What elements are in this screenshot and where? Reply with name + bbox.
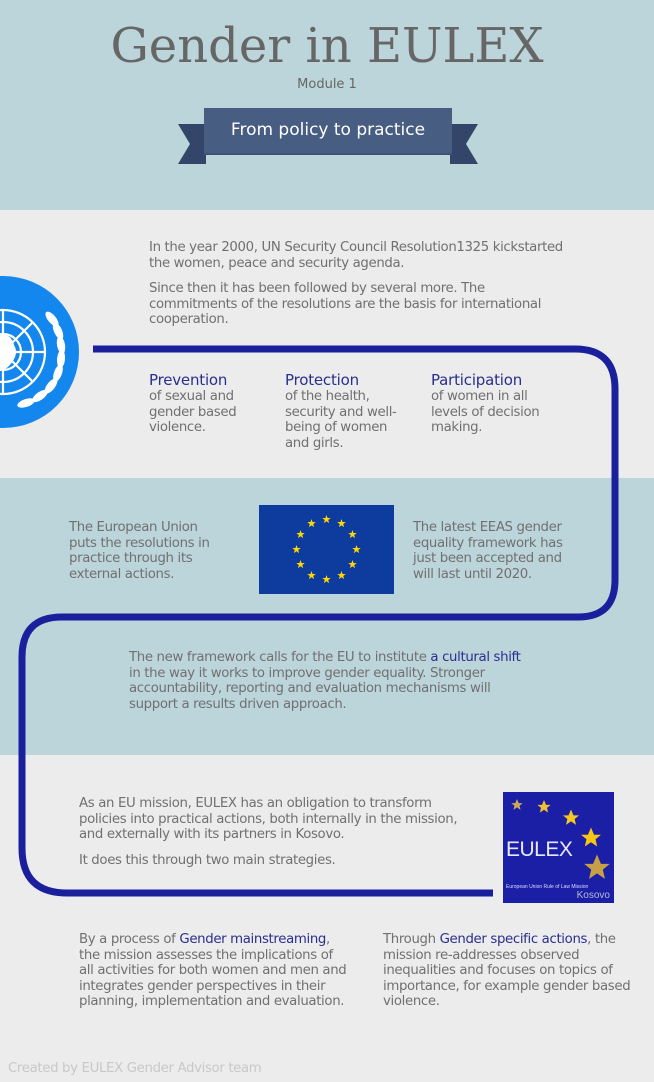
eulex-paragraph: As an EU mission, EULEX has an obligation to transform policies into practical actions, both internally in the mission, and externally with its partners in Kosovo. [79,796,458,842]
strategy-mainstreaming [79,932,351,1010]
pillar-text: of the health, security and well-being of women and girls. [285,389,397,451]
strategy-specific-actions [383,932,633,1010]
eulex-paragraph: It does this through two main strategies. [79,852,336,868]
eulex-logo-name: EULEX [506,838,573,861]
pillar-protection [285,372,403,451]
strategy-highlight: Gender specific actions [439,932,588,947]
strategy-before: By a process of [79,932,180,947]
framework-highlight: a cultural shift [430,650,521,665]
framework-text [129,650,529,712]
ribbon-tail-left [178,124,206,164]
page-title: Gender in EULEX [110,18,544,74]
pillar-text: of sexual and gender based violence. [149,389,237,435]
un-paragraph: Since then it has been followed by several more. The commitments of the resolutions are the basis for international cooperation. [149,281,542,327]
eu-flag-icon [259,505,394,594]
eu-left-text: The European Union puts the resolutions in practice through its external actions. [69,520,210,582]
ribbon-tail-right [450,124,478,164]
eulex-logo [503,792,614,903]
un-paragraph: In the year 2000, UN Security Council Resolution1325 kickstarted the women, peace and security agenda. [149,240,563,271]
pillar-participation [431,372,549,436]
framework-text-before: The new framework calls for the EU to institute [129,650,431,665]
eulex-intro [79,796,469,868]
strategy-after: , the mission re-addresses observed inequalities and focuses on topics of importance, for example gender based violence. [383,932,631,1009]
eu-right-text: The latest EEAS gender equality framework has just been accepted and will last until 2020. [413,520,563,582]
eulex-logo-tagline: European Union Rule of Law Mission [506,884,589,890]
un-emblem-icon [0,275,80,430]
ribbon-label: From policy to practice [230,120,426,140]
pillar-prevention [149,372,257,436]
footer-credit: Created by EULEX Gender Advisor team [8,1061,262,1076]
pillar-title: Participation [431,371,523,389]
eulex-logo-place: Kosovo [576,890,610,901]
strategy-before: Through [383,932,440,947]
framework-text-after: in the way it works to improve gender equality. Stronger accountability, reporting and evaluation mechanisms will support a results driven approach. [129,665,491,712]
pillar-title: Prevention [149,371,228,389]
strategy-after: , the mission assesses the implications of all activities for both women and men and integrates gender perspectives in their planning, implementation and evaluation. [79,932,347,1009]
page-subtitle: Module 1 [297,77,357,92]
pillar-text: of women in all levels of decision making. [431,389,540,435]
pillar-title: Protection [285,371,359,389]
strategy-highlight: Gender mainstreaming [179,932,326,947]
un-intro [149,240,569,328]
